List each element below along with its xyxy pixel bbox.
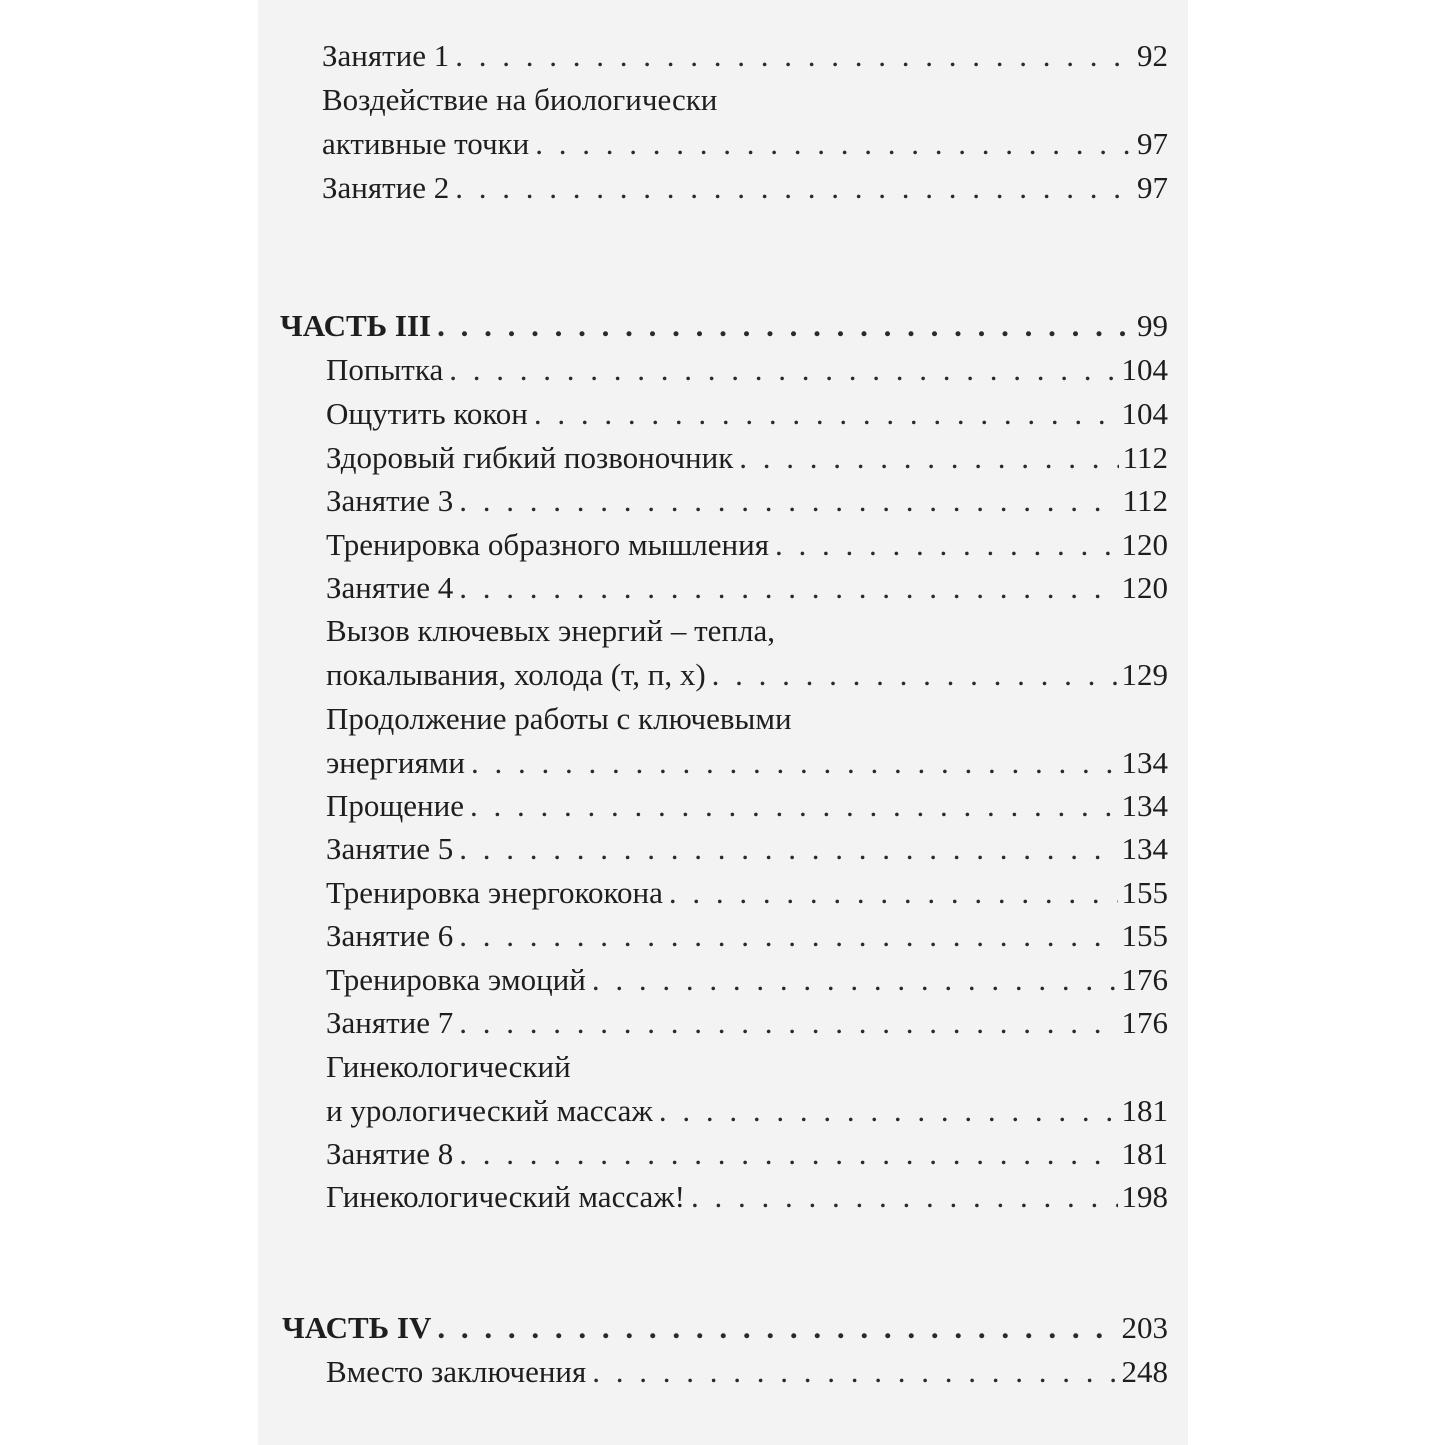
toc-leader-row [282, 1306, 1168, 1349]
toc-entry-page: 248 [1121, 1354, 1168, 1389]
toc-entry-title: Вместо заключения [326, 1354, 587, 1389]
toc-entry-title: энергиями [326, 745, 465, 780]
toc-leader-dots [471, 741, 1118, 784]
toc-leader-row [326, 436, 1168, 479]
toc-entry-title: активные точки [322, 126, 530, 161]
toc-leader-dots [592, 958, 1118, 1001]
toc-entry-page: 92 [1137, 38, 1168, 73]
toc-leader-row [326, 1089, 1168, 1132]
toc-entry-title: Занятие 8 [326, 1136, 454, 1171]
toc-leader-row [326, 1001, 1168, 1044]
toc-entry-title: Занятие 3 [326, 483, 454, 518]
toc-leader-row [326, 479, 1168, 522]
toc-leader-row [326, 348, 1168, 391]
toc-entry-title: Прощение [326, 788, 464, 823]
table-of-contents [258, 0, 1188, 1445]
toc-leader-row [280, 304, 1168, 347]
toc-leader-row [326, 871, 1168, 914]
toc-leader-row [326, 784, 1168, 827]
toc-leader-dots [669, 871, 1118, 914]
toc-entry-page: 112 [1122, 483, 1168, 518]
toc-leader-row [326, 958, 1168, 1001]
toc-entry-title: Занятие 6 [326, 918, 454, 953]
toc-leader-dots [459, 914, 1117, 957]
toc-entry-page: 176 [1121, 962, 1168, 997]
toc-entry-title: Ощутить кокон [326, 396, 528, 431]
toc-entry-page: 99 [1137, 308, 1168, 343]
toc-entry-title-line1: Продолжение работы с ключевыми [326, 701, 792, 736]
toc-leader-row [326, 914, 1168, 957]
toc-leader-row [326, 566, 1168, 609]
toc-entry-title: Занятие 1 [322, 38, 450, 73]
toc-entry-page: 120 [1121, 570, 1168, 605]
toc-entry-title-line1: Гинекологический [326, 1049, 571, 1084]
toc-entry-page: 104 [1121, 396, 1168, 431]
toc-leader-row [322, 34, 1168, 77]
toc-leader-row [326, 1350, 1168, 1393]
toc-leader-dots [449, 348, 1117, 391]
toc-entry-title: Попытка [326, 352, 444, 387]
toc-leader-dots [592, 1350, 1117, 1393]
toc-leader-dots [691, 1175, 1118, 1218]
toc-leader-dots [459, 479, 1118, 522]
toc-entry-title: Гинекологический массаж! [326, 1179, 685, 1214]
toc-part-title: ЧАСТЬ III [280, 308, 432, 343]
toc-entry-page: 155 [1121, 875, 1168, 910]
toc-entry-page: 155 [1121, 918, 1168, 953]
toc-leader-dots [459, 1132, 1117, 1175]
toc-leader-dots [437, 1306, 1117, 1349]
toc-entry-page: 181 [1121, 1136, 1168, 1171]
toc-entry-title: Здоровый гибкий позвоночник [326, 440, 734, 475]
toc-leader-row [326, 1175, 1168, 1218]
toc-part-title: ЧАСТЬ IV [282, 1310, 432, 1345]
toc-leader-row [326, 1132, 1168, 1175]
toc-entry-page: 112 [1122, 440, 1168, 475]
toc-entry-page: 198 [1121, 1179, 1168, 1214]
toc-leader-row [326, 523, 1168, 566]
toc-entry-title-line1: Вызов ключевых энергий – тепла, [326, 613, 775, 648]
toc-leader-row [322, 122, 1168, 165]
toc-leader-row [326, 653, 1168, 696]
toc-leader-dots [455, 166, 1133, 209]
toc-leader-dots [437, 304, 1133, 347]
toc-leader-dots [455, 34, 1133, 77]
toc-entry-page: 129 [1121, 657, 1168, 692]
toc-leader-dots [659, 1089, 1118, 1132]
toc-entry-page: 104 [1121, 352, 1168, 387]
toc-entry-page: 181 [1121, 1093, 1168, 1128]
toc-leader-row [326, 827, 1168, 870]
toc-entry-title-line1: Воздействие на биологически [322, 82, 718, 117]
toc-leader-dots [459, 566, 1117, 609]
toc-entry-title: Занятие 5 [326, 831, 454, 866]
book-page [258, 0, 1188, 1445]
toc-entry-page: 176 [1121, 1005, 1168, 1040]
toc-leader-row [326, 392, 1168, 435]
toc-leader-dots [459, 1001, 1117, 1044]
toc-entry-page: 134 [1121, 745, 1168, 780]
toc-entry-page: 97 [1137, 170, 1168, 205]
toc-leader-row [322, 166, 1168, 209]
toc-entry-page: 134 [1121, 831, 1168, 866]
toc-leader-dots [712, 653, 1118, 696]
toc-leader-dots [534, 392, 1118, 435]
toc-entry-title: Занятие 7 [326, 1005, 454, 1040]
toc-entry-title: покалывания, холода (т, п, х) [326, 657, 706, 692]
toc-leader-dots [459, 827, 1117, 870]
toc-entry-page: 134 [1121, 788, 1168, 823]
toc-entry-title: Тренировка образного мышления [326, 527, 769, 562]
toc-entry-title: Тренировка энергококона [326, 875, 663, 910]
toc-leader-dots [470, 784, 1118, 827]
toc-entry-page: 120 [1121, 527, 1168, 562]
toc-entry-title: Тренировка эмоций [326, 962, 586, 997]
toc-leader-dots [775, 523, 1118, 566]
toc-leader-row [326, 741, 1168, 784]
toc-leader-dots [535, 122, 1133, 165]
toc-entry-page: 97 [1137, 126, 1168, 161]
toc-leader-dots [739, 436, 1118, 479]
toc-entry-title: Занятие 4 [326, 570, 454, 605]
toc-entry-title: Занятие 2 [322, 170, 450, 205]
toc-entry-title: и урологический массаж [326, 1093, 653, 1128]
toc-entry-page: 203 [1121, 1310, 1168, 1345]
